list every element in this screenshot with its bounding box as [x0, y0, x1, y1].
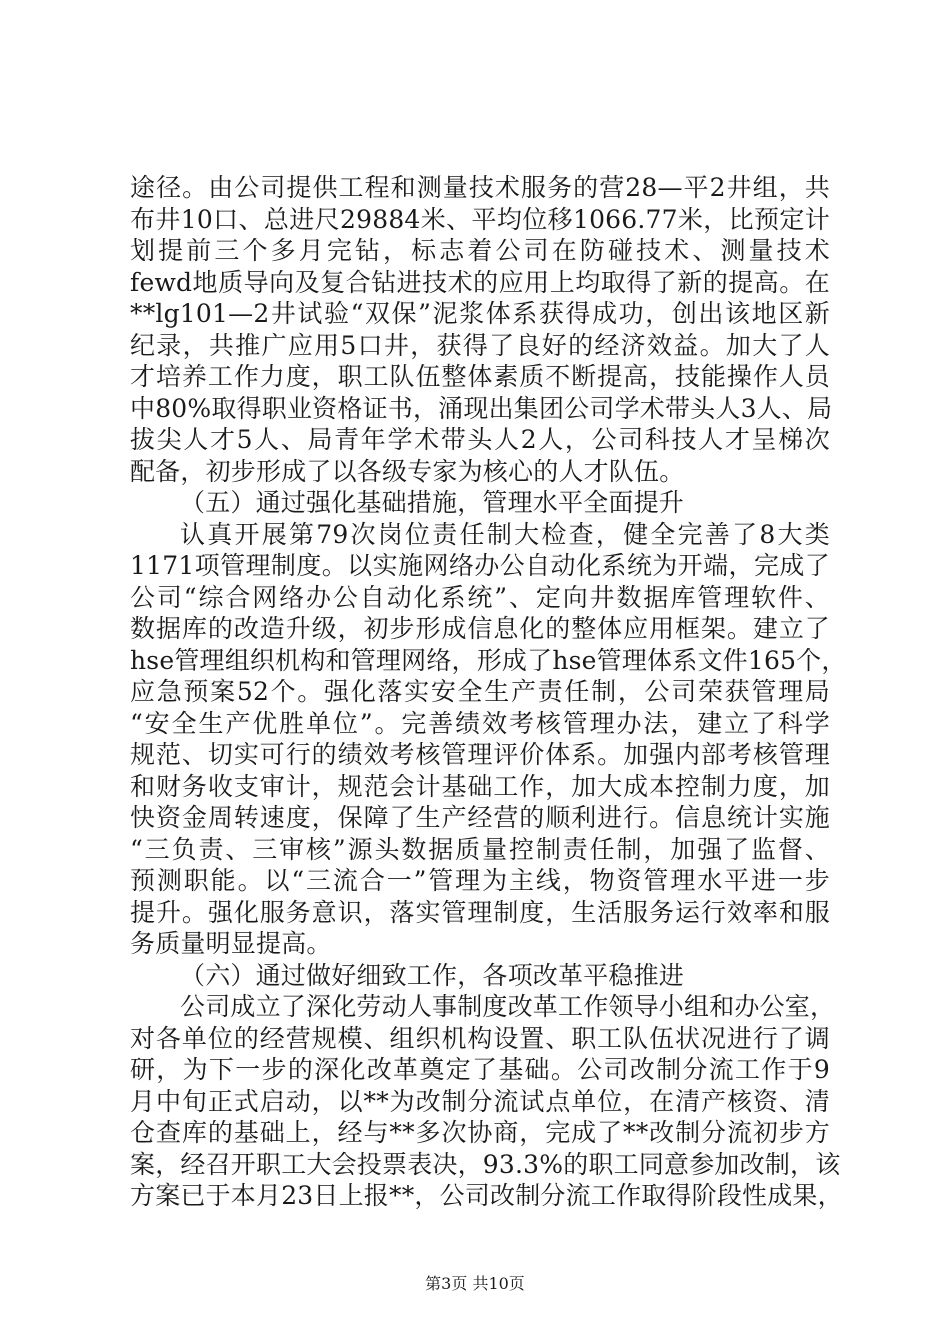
- paragraph-line: 配备，初步形成了以各级专家为核心的人才队伍。: [130, 456, 685, 486]
- paragraph-line: 认真开展第79次岗位责任制大检查，健全完善了8大类: [180, 519, 830, 549]
- paragraph-line: 案，经召开职工大会投票表决，93.3%的职工同意参加改制，该: [130, 1149, 841, 1179]
- paragraph-line: 和财务收支审计，规范会计基础工作，加大成本控制力度，加: [130, 771, 830, 801]
- paragraph-line: 1171项管理制度。以实施网络办公自动化系统为开端，完成了: [130, 551, 830, 580]
- page-number-label: 第3页 共10页: [425, 1274, 525, 1293]
- paragraph-line: 划提前三个多月完钻，标志着公司在防碰技术、测量技术: [130, 236, 830, 265]
- paragraph-line: 预测职能。以“三流合一”管理为主线，物资管理水平进一步: [130, 866, 830, 895]
- section-heading: （五）通过强化基础措施，管理水平全面提升: [180, 488, 685, 517]
- paragraph-line: 途径。由公司提供工程和测量技术服务的营28—平2井组，共: [130, 173, 830, 202]
- paragraph-line: hse管理组织机构和管理网络，形成了hse管理体系文件165个，: [130, 645, 847, 675]
- document-body: [130, 172, 847, 1212]
- paragraph-line: **lg101—2井试验“双保”泥浆体系获得成功，创出该地区新: [130, 299, 830, 328]
- paragraph-line: 月中旬正式启动，以**为改制分流试点单位，在清产核资、清: [130, 1086, 830, 1116]
- paragraph-line: 仓查库的基础上，经与**多次协商，完成了**改制分流初步方: [130, 1118, 830, 1147]
- paragraph-line: 拔尖人才5人、局青年学术带头人2人，公司科技人才呈梯次: [130, 425, 830, 454]
- paragraph-line: 才培养工作力度，职工队伍整体素质不断提高，技能操作人员: [130, 362, 830, 391]
- paragraph-line: 公司“综合网络办公自动化系统”、定向井数据库管理软件、: [130, 582, 830, 612]
- paragraph-line: 公司成立了深化劳动人事制度改革工作领导小组和办公室，: [180, 992, 836, 1021]
- paragraph-line: 纪录，共推广应用5口井，获得了良好的经济效益。加大了人: [130, 330, 830, 360]
- paragraph-line: “安全生产优胜单位”。完善绩效考核管理办法，建立了科学: [130, 708, 830, 738]
- page-footer: [0, 1274, 950, 1294]
- paragraph-line: 应急预案52个。强化落实安全生产责任制，公司荣获管理局: [130, 677, 830, 706]
- paragraph-line: 对各单位的经营规模、组织机构设置、职工队伍状况进行了调: [130, 1023, 830, 1053]
- paragraph-line: 布井10口、总进尺29884米、平均位移1066.77米，比预定计: [130, 204, 830, 234]
- paragraph-line: 研，为下一步的深化改革奠定了基础。公司改制分流工作于9: [130, 1055, 830, 1084]
- paragraph-line: 规范、切实可行的绩效考核管理评价体系。加强内部考核管理: [130, 740, 830, 769]
- paragraph-line: 数据库的改造升级，初步形成信息化的整体应用框架。建立了: [130, 614, 830, 643]
- paragraph-line: 方案已于本月23日上报**，公司改制分流工作取得阶段性成果，: [130, 1181, 843, 1210]
- paragraph-line: “三负责、三审核”源头数据质量控制责任制，加强了监督、: [130, 834, 830, 864]
- paragraph-line: 提升。强化服务意识，落实管理制度，生活服务运行效率和服: [130, 897, 830, 927]
- paragraph-line: 快资金周转速度，保障了生产经营的顺利进行。信息统计实施: [130, 803, 830, 832]
- paragraph-line: fewd地质导向及复合钻进技术的应用上均取得了新的提高。在: [130, 267, 830, 297]
- section-heading: （六）通过做好细致工作，各项改革平稳推进: [180, 960, 685, 990]
- paragraph-line: 中80%取得职业资格证书，涌现出集团公司学术带头人3人、局: [130, 393, 833, 423]
- paragraph-line: 务质量明显提高。: [130, 929, 332, 958]
